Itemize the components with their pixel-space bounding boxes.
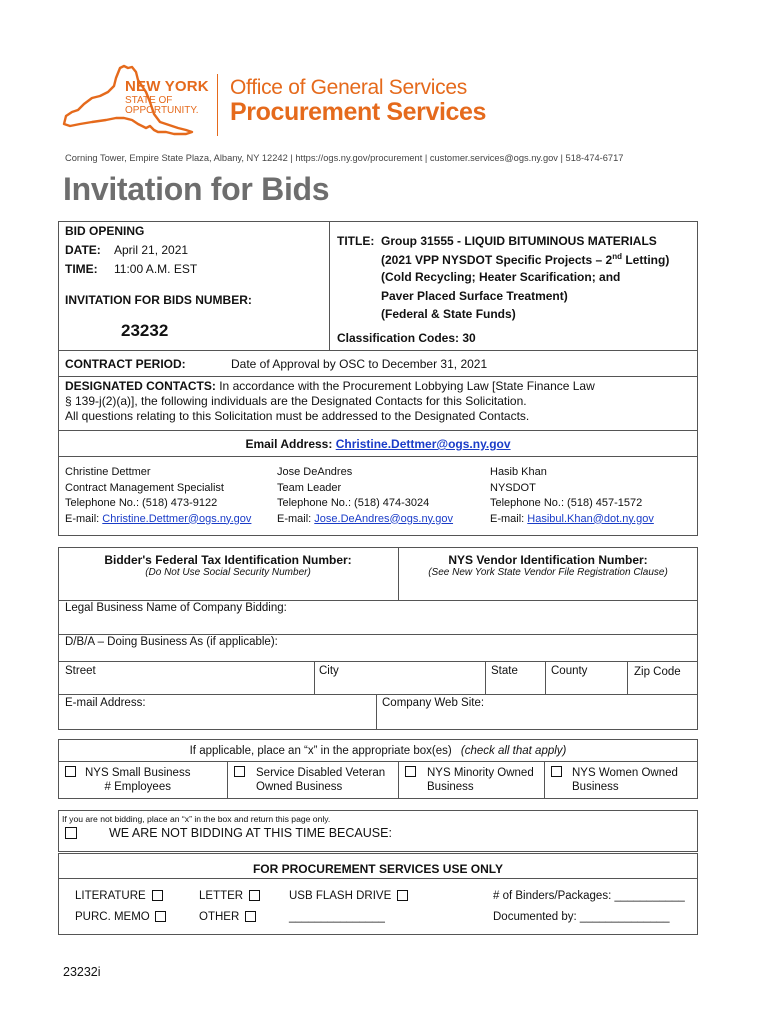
contact-email-label: E-mail:: [490, 512, 528, 525]
contact-email-row: [65, 512, 251, 528]
state-divider: [485, 661, 486, 695]
title-line2-prefix: (2021 VPP NYSDOT Specific Projects – 2: [381, 253, 613, 267]
tax-id-note: (Do Not Use Social Security Number): [145, 567, 311, 578]
purc-memo-label: PURC. MEMO: [75, 911, 150, 923]
designated-contacts-label: DESIGNATED CONTACTS:: [65, 379, 216, 393]
vendor-id-note: (See New York State Vendor File Registration Clause): [428, 567, 668, 578]
small-business-line1: NYS Small Business: [85, 767, 191, 779]
county-field[interactable]: County: [551, 665, 588, 677]
women-owned-label: [572, 766, 678, 794]
not-bidding-note: If you are not bidding, place an “x” in the box and return this page only.: [62, 814, 331, 824]
contact-email-label: E-mail:: [277, 512, 315, 525]
documented-by-field[interactable]: Documented by: ______________: [493, 911, 670, 923]
email-address-label: Email Address:: [245, 437, 333, 451]
contact-card-3: [490, 465, 654, 527]
ifb-number: 23232: [121, 321, 169, 340]
title-line2-suffix: Letting): [622, 253, 670, 267]
legal-name-field[interactable]: Legal Business Name of Company Bidding:: [65, 602, 287, 614]
small-business-checkbox[interactable]: [65, 766, 76, 777]
sdvob-label: [256, 766, 385, 794]
contract-period-value: Date of Approval by OSC to December 31, 2021: [231, 357, 488, 371]
women-owned-checkbox[interactable]: [551, 766, 562, 777]
contact-name: Christine Dettmer: [65, 466, 151, 478]
contact-phone: Telephone No.: (518) 457-1572: [490, 497, 643, 509]
street-field[interactable]: Street: [65, 665, 96, 677]
designated-text1: In accordance with the Procurement Lobbying Law [State Finance Law: [215, 379, 595, 393]
designated-contacts-text: [65, 379, 595, 424]
contact-name: Hasib Khan: [490, 466, 547, 478]
contact-email-row: [490, 512, 654, 528]
agency-name: Office of General Services: [230, 76, 467, 99]
title-label: TITLE:: [337, 234, 375, 248]
sdvob-line2: Owned Business: [256, 781, 343, 793]
sdvob-line1: Service Disabled Veteran: [256, 767, 386, 779]
other-blank-line[interactable]: _______________: [289, 911, 385, 923]
city-divider: [314, 661, 315, 695]
contact-card-2: [277, 465, 453, 527]
logo-state-of: STATE OF: [125, 95, 173, 106]
designated-text2: § 139-j(2)(a)], the following individuals are the Designated Contacts for this Solicitation.: [65, 394, 527, 408]
minority-owned-line2: Business: [427, 781, 474, 793]
purc-memo-checkbox[interactable]: [155, 911, 166, 922]
vendor-id-field[interactable]: [404, 580, 692, 598]
bid-opening-heading: BID OPENING: [65, 224, 145, 238]
state-field[interactable]: State: [491, 665, 518, 677]
bidder-sep3: [58, 661, 698, 662]
other-checkbox[interactable]: [245, 911, 256, 922]
business-type-instruction-note: (check all that apply): [460, 745, 567, 757]
title-line2: [381, 252, 669, 267]
minority-owned-label: [427, 766, 534, 794]
email-address-row: [58, 437, 698, 451]
business-type-div1: [227, 761, 228, 799]
bidder-sep2: [58, 634, 698, 635]
bidder-sep4: [58, 694, 698, 695]
business-type-sep: [58, 761, 698, 762]
city-field[interactable]: City: [319, 665, 339, 677]
contact-email-link[interactable]: Hasibul.Khan@dot.ny.gov: [527, 512, 654, 525]
division-name: Procurement Services: [230, 98, 487, 126]
contact-phone: Telephone No.: (518) 473-9122: [65, 497, 218, 509]
agency-contact-line: Corning Tower, Empire State Plaza, Albany, NY 12242 | https://ogs.ny.gov/procurement | customer.services@ogs.ny.gov | 518-474-6717: [65, 153, 624, 163]
small-business-label: [85, 766, 190, 794]
title-line3: (Cold Recycling; Heater Scarification; and: [381, 270, 621, 284]
literature-checkbox[interactable]: [152, 890, 163, 901]
usb-label: USB FLASH DRIVE: [289, 890, 392, 902]
title-line2-sup: nd: [612, 252, 622, 261]
contact-title: NYSDOT: [490, 481, 536, 494]
ifb-number-label: INVITATION FOR BIDS NUMBER:: [65, 293, 252, 307]
contact-title: Contract Management Specialist: [65, 481, 224, 494]
bid-info-sep3: [58, 430, 698, 431]
bidder-sep1: [58, 600, 698, 601]
county-divider: [545, 661, 546, 695]
contact-title: Team Leader: [277, 481, 342, 494]
vendor-id-label: NYS Vendor Identification Number:: [448, 553, 648, 567]
business-type-div2: [398, 761, 399, 799]
minority-owned-line1: NYS Minority Owned: [427, 767, 534, 779]
business-type-instruction-text: If applicable, place an “x” in the appropriate box(es): [189, 745, 452, 757]
designated-text3: All questions relating to this Solicitation must be addressed to the Designated Contacts.: [65, 409, 530, 423]
website-divider: [376, 694, 377, 730]
website-field[interactable]: Company Web Site:: [382, 697, 485, 709]
letter-label: LETTER: [199, 890, 244, 902]
procurement-use-sep: [58, 878, 698, 879]
logo-opportunity: OPPORTUNITY.: [125, 105, 199, 116]
letter-checkbox[interactable]: [249, 890, 260, 901]
date-value: April 21, 2021: [114, 243, 189, 257]
binders-field[interactable]: # of Binders/Packages: ___________: [493, 890, 685, 902]
contact-name: Jose DeAndres: [277, 466, 353, 478]
literature-label: LITERATURE: [75, 890, 146, 902]
bid-info-divider: [329, 221, 330, 351]
small-business-line2: # Employees: [104, 781, 171, 793]
time-label: TIME:: [65, 262, 98, 276]
contact-email-link[interactable]: Christine.Dettmer@ogs.ny.gov: [102, 512, 252, 525]
tax-id-field[interactable]: [64, 580, 392, 598]
contact-phone: Telephone No.: (518) 474-3024: [277, 497, 430, 509]
not-bidding-label: WE ARE NOT BIDDING AT THIS TIME BECAUSE:: [109, 826, 392, 840]
zip-code-field[interactable]: Zip Code: [634, 666, 681, 678]
women-owned-line1: NYS Women Owned: [572, 767, 678, 779]
contact-email-row: [277, 512, 453, 528]
contact-card-1: [65, 465, 251, 527]
contact-email-link[interactable]: Jose.DeAndres@ogs.ny.gov: [314, 512, 454, 525]
not-bidding-checkbox[interactable]: [65, 827, 77, 839]
contact-email-label: E-mail:: [65, 512, 103, 525]
page-id: 23232i: [63, 965, 101, 979]
other-label: OTHER: [199, 911, 240, 923]
classification-codes: Classification Codes: 30: [337, 331, 476, 345]
tax-id-label: Bidder's Federal Tax Identification Number:: [104, 553, 352, 567]
women-owned-line2: Business: [572, 781, 619, 793]
email-field[interactable]: E-mail Address:: [65, 697, 146, 709]
minority-owned-checkbox[interactable]: [405, 766, 416, 777]
document-title: Invitation for Bids: [63, 171, 330, 207]
title-line1: Group 31555 - LIQUID BITUMINOUS MATERIALS: [381, 234, 657, 248]
email-address-link[interactable]: Christine.Dettmer@ogs.ny.gov: [335, 437, 511, 451]
date-label: DATE:: [65, 243, 101, 257]
usb-checkbox[interactable]: [397, 890, 408, 901]
logo-state-name: NEW YORK: [125, 78, 209, 95]
logo-divider: [217, 74, 218, 136]
contract-period-label: CONTRACT PERIOD:: [65, 357, 186, 371]
title-line4: Paver Placed Surface Treatment): [381, 289, 568, 303]
bid-info-sep2: [58, 376, 698, 377]
business-type-div3: [544, 761, 545, 799]
business-type-instruction: [58, 745, 698, 757]
bid-info-sep1: [58, 350, 698, 351]
dba-field[interactable]: D/B/A – Doing Business As (if applicable):: [65, 636, 278, 648]
zip-divider: [627, 661, 628, 695]
title-line5: (Federal & State Funds): [381, 307, 516, 321]
procurement-use-heading: FOR PROCUREMENT SERVICES USE ONLY: [252, 862, 504, 876]
time-value: 11:00 A.M. EST: [114, 262, 198, 276]
sdvob-checkbox[interactable]: [234, 766, 245, 777]
